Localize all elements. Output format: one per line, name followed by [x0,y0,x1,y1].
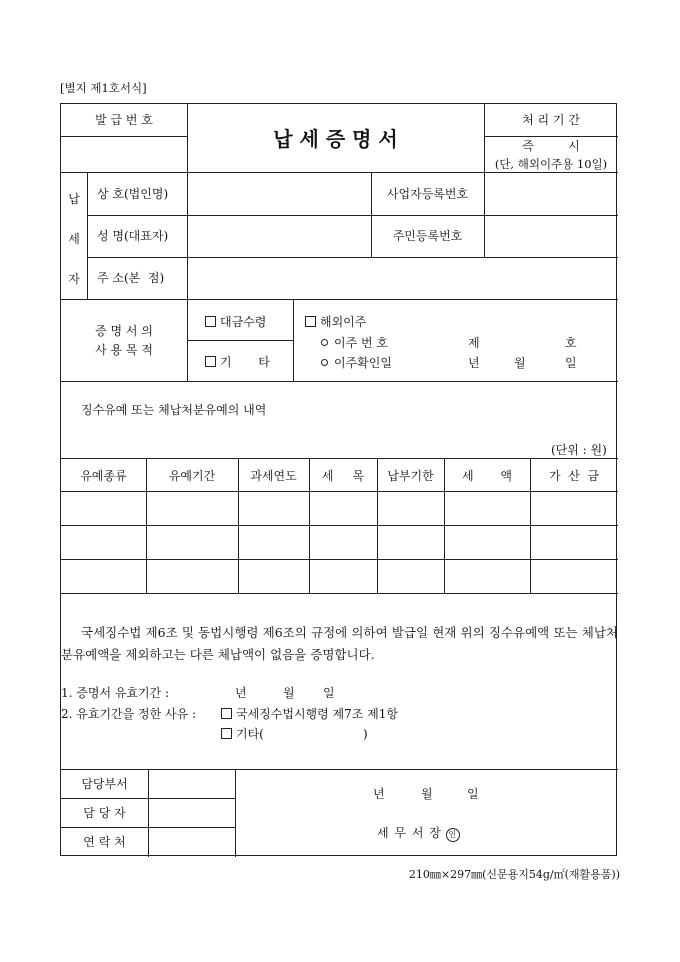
tax-certificate-form [60,103,617,856]
purpose-option-other[interactable]: 기 타 [205,355,270,369]
seal-icon: 인 [446,828,460,842]
business-name-label: 상 호(법인명) [97,187,169,201]
column-header: 세 액 [462,469,512,483]
checkbox-icon[interactable] [305,316,316,327]
checkbox-icon[interactable] [205,356,216,367]
contact-label: 연 락 처 [83,835,126,849]
paper-spec-footer: 210㎜×297㎜(신문용지54g/㎡(재활용품)) [408,868,620,881]
validity-year: 년 [235,686,247,700]
certification-statement: 국세징수법 제6조 및 동법시행령 제6조의 규정에 의하여 발급일 현재 위의 징수유예액 또는 체납처분유예액을 제외하고는 다른 체납액이 없음을 증명합니다. [61,625,618,662]
bullet-icon [321,339,328,346]
purpose-option-payment[interactable]: 대금수령 [205,315,266,329]
bullet-icon [321,359,328,366]
validity-reason-label: 2. 유효기간을 정한 사유 : [61,707,197,721]
representative-label: 성 명(대표자) [97,229,169,243]
issue-day: 일 [467,787,479,801]
issue-number-label: 발 급 번 호 [95,113,153,127]
address-label: 주 소(본 점) [97,271,165,285]
emigration-number-label: 이주 번 호 [321,336,388,350]
column-header: 유예종류 [80,469,127,483]
form-number-label: [별지 제1호서식] [60,81,147,95]
validity-period-label: 1. 증명서 유효기간 : [61,686,170,700]
column-header: 유예기간 [168,469,216,483]
emigration-day: 일 [565,356,577,370]
deferral-section-title: 징수유예 또는 체납처분유예의 내역 [81,403,267,417]
purpose-option-emigration[interactable]: 해외이주 [305,315,366,329]
column-header: 세 목 [321,469,365,483]
column-header: 과세연도 [250,469,297,483]
resident-reg-no-label: 주민등록번호 [392,229,463,243]
checkbox-icon[interactable] [205,316,216,327]
tax-office-head: 세 무 서 장 인 [377,826,460,842]
person-in-charge-label: 담 당 자 [83,806,126,820]
emigration-year: 년 [468,356,480,370]
purpose-label-line2: 사 용 목 적 [95,343,153,357]
unit-label: (단위 : 원) [551,443,607,457]
emigration-month: 월 [514,356,526,370]
column-header: 가 산 금 [548,469,600,483]
processing-period-note: (단, 해외이주용 10일) [494,157,608,171]
department-label: 담당부서 [81,777,128,791]
issue-month: 월 [421,787,433,801]
column-header: 납부기한 [387,469,434,483]
taxpayer-side-label-3: 자 [68,272,80,286]
reason-option-decree[interactable]: 국세징수법시행령 제7조 제1항 [221,707,398,721]
processing-period-value: 즉 시 [522,139,580,153]
processing-period-label: 처 리 기 간 [522,113,580,127]
emigration-number-suffix: 호 [565,336,577,350]
emigration-number-prefix: 제 [468,336,480,350]
business-reg-no-label: 사업자등록번호 [386,187,469,201]
purpose-label-line1: 증 명 서 의 [95,324,153,338]
document-title: 납 세 증 명 서 [273,127,398,151]
emigration-date-label: 이주확인일 [321,356,392,370]
validity-month: 월 [283,686,295,700]
checkbox-icon[interactable] [221,708,232,719]
taxpayer-side-label-1: 납 [68,192,80,206]
reason-option-other[interactable]: 기타( ) [221,727,368,741]
validity-day: 일 [323,686,335,700]
issue-year: 년 [373,787,385,801]
checkbox-icon[interactable] [221,728,232,739]
taxpayer-side-label-2: 세 [68,232,80,246]
